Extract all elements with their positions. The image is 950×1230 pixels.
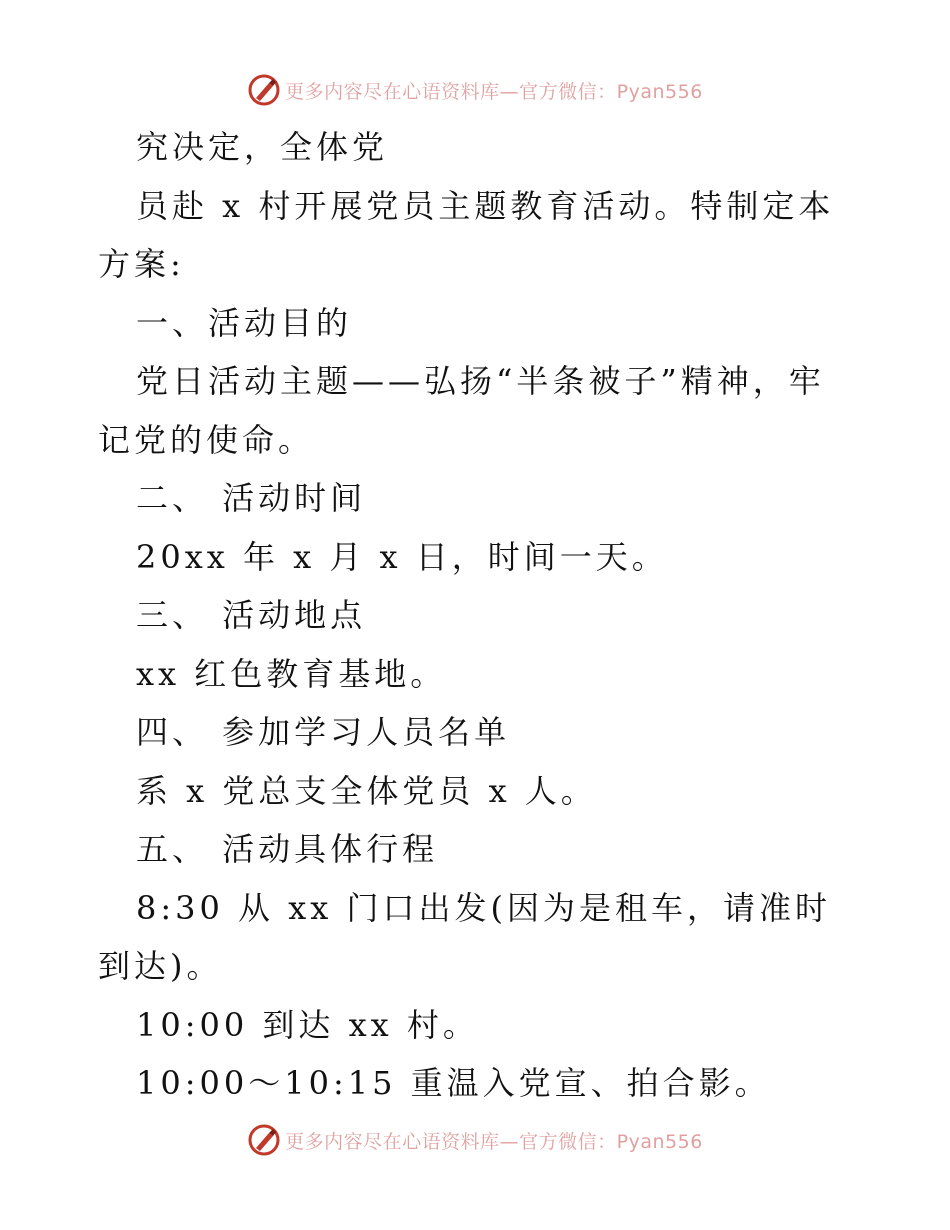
- pen-logo-icon: [247, 73, 281, 107]
- section-heading: 四、 参加学习人员名单: [136, 713, 511, 751]
- footer-banner-text: 更多内容尽在心语资料库—官方微信：Pyan556: [285, 1130, 703, 1153]
- body-line: 党日活动主题——弘扬“半条被子”精神，牢记党的使命。: [98, 362, 825, 459]
- footer-banner: [0, 1120, 950, 1160]
- section-heading: 一、活动目的: [136, 303, 353, 342]
- body-line: 员赴 x 村开展党员主题教育活动。特制定本方案:: [98, 186, 835, 283]
- body-line: 10:00～10:15 重温入党宣、拍合影。: [136, 1064, 771, 1102]
- body-line: 20xx 年 x 月 x 日，时间一天。: [136, 537, 668, 576]
- section-heading: 五、 活动具体行程: [136, 830, 439, 868]
- document-body: [98, 118, 858, 1113]
- pen-logo-icon: [247, 1123, 281, 1157]
- body-line: xx 红色教育基地。: [136, 654, 447, 693]
- section-heading: 三、 活动地点: [136, 596, 367, 634]
- body-line: 8:30 从 xx 门口出发(因为是租车，请准时到达)。: [98, 888, 831, 985]
- body-line: 系 x 党总支全体党员 x 人。: [136, 771, 597, 810]
- section-heading: 二、 活动时间: [136, 479, 367, 517]
- header-banner: [0, 70, 950, 110]
- body-line: 究决定，全体党: [136, 128, 389, 166]
- body-line: 10:00 到达 xx 村。: [136, 1005, 479, 1044]
- header-banner-text: 更多内容尽在心语资料库—官方微信：Pyan556: [285, 80, 703, 103]
